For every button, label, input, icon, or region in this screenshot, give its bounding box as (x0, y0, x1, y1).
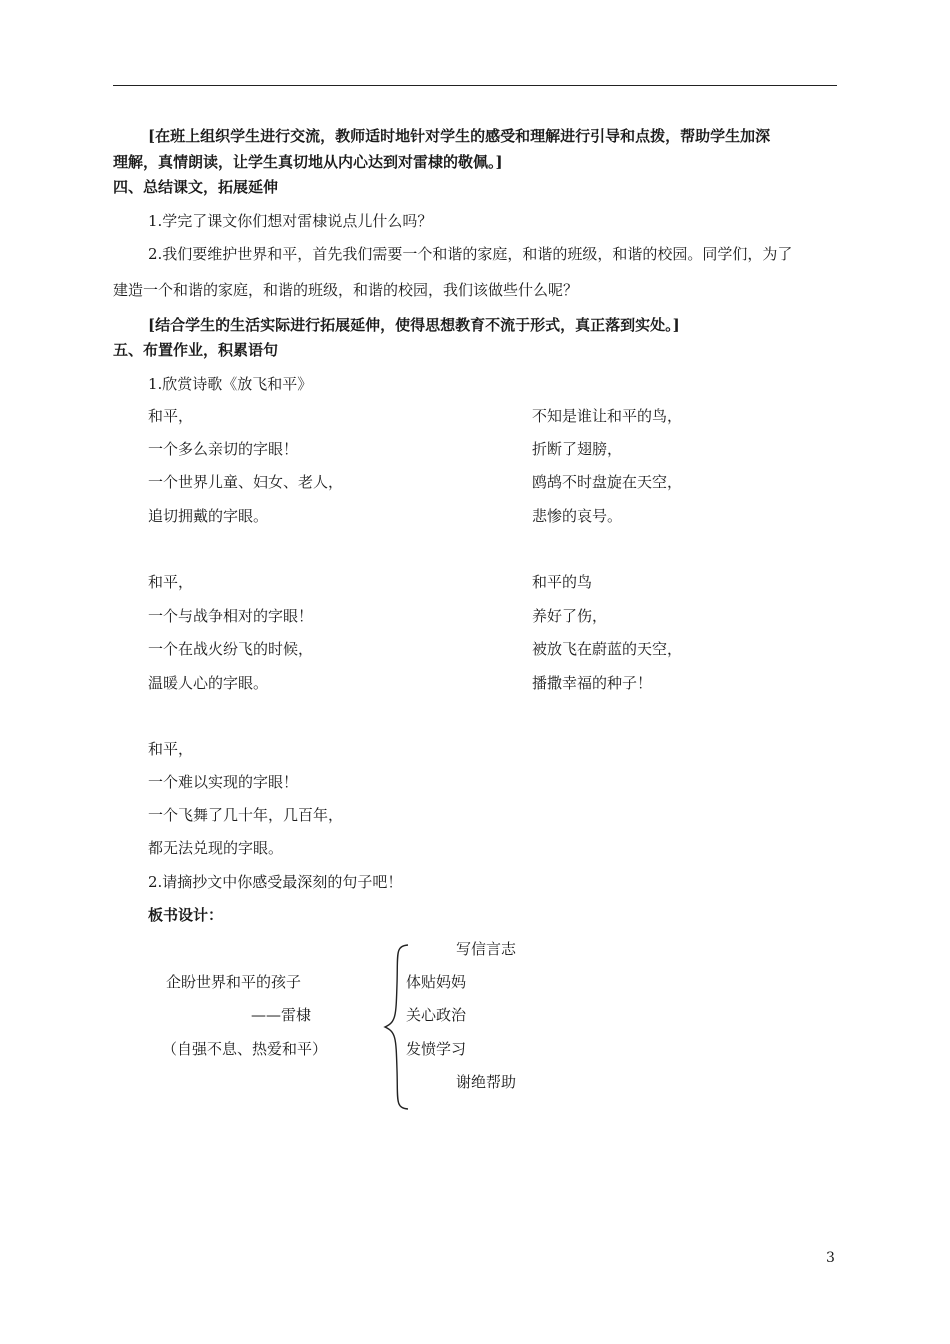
poem-right-line: 被放飞在蔚蓝的天空， (532, 640, 683, 658)
poem-left-line: 和平， (148, 740, 194, 758)
section4-item2-line1: 2.我们要维护世界和平，首先我们需要一个和谐的家庭，和谐的班级，和谐的校园。同学们，为了 (148, 245, 793, 263)
poem-left-line: 追切拥戴的字眼。 (148, 507, 269, 525)
section5-heading: 五、布置作业，积累语句 (113, 341, 279, 359)
board-heading: 板书设计： (148, 906, 224, 924)
section4-item2-line2: 建造一个和谐的家庭，和谐的班级，和谐的校园，我们该做些什么呢？ (113, 281, 579, 299)
teaching-note-line1: [在班上组织学生进行交流，教师适时地针对学生的感受和理解进行引导和点拨，帮助学生加深 (148, 127, 771, 145)
page-number: 3 (826, 1250, 835, 1266)
header-rule (113, 85, 837, 86)
board-title: 企盼世界和平的孩子 (166, 973, 302, 991)
board-author: ——雷棣 (251, 1006, 312, 1024)
poem-left-line: 和平， (148, 573, 194, 591)
poem-left-line: 一个世界儿童、妇女、老人， (148, 473, 344, 491)
poem-right-line: 养好了伤， (532, 607, 608, 625)
board-branch: 发愤学习 (406, 1040, 467, 1058)
poem-right-line: 悲惨的哀号。 (532, 507, 623, 525)
board-branch: 写信言志 (456, 940, 517, 958)
poem-right-line: 和平的鸟 (532, 573, 593, 591)
teaching-note-line2: 理解，真情朗读，让学生真切地从内心达到对雷棣的敬佩。] (113, 153, 503, 171)
poem-left-line: 一个难以实现的字眼！ (148, 773, 299, 791)
board-note: （自强不息、热爱和平） (162, 1040, 328, 1058)
section4-note: [结合学生的生活实际进行拓展延伸，使得思想教育不流于形式，真正落到实处。] (148, 316, 680, 334)
board-branch: 体贴妈妈 (406, 973, 467, 991)
board-branch: 关心政治 (406, 1006, 467, 1024)
curly-brace (380, 944, 410, 1110)
poem-left-line: 一个多么亲切的字眼！ (148, 440, 299, 458)
poem-right-line: 鸥鸪不时盘旋在天空， (532, 473, 683, 491)
poem-right-line: 播撒幸福的种子！ (532, 674, 653, 692)
poem-right-line: 不知是谁让和平的鸟， (532, 407, 683, 425)
board-branch: 谢绝帮助 (456, 1073, 517, 1091)
section4-item1: 1.学完了课文你们想对雷棣说点儿什么吗？ (148, 212, 433, 230)
section5-item2: 2.请摘抄文中你感受最深刻的句子吧！ (148, 873, 403, 891)
poem-left-line: 都无法兑现的字眼。 (148, 839, 284, 857)
poem-left-line: 和平， (148, 407, 194, 425)
section4-heading: 四、总结课文，拓展延伸 (113, 178, 279, 196)
poem-left-line: 一个飞舞了几十年，几百年， (148, 806, 344, 824)
section5-item1: 1.欣赏诗歌《放飞和平》 (148, 375, 313, 393)
poem-left-line: 温暖人心的字眼。 (148, 674, 269, 692)
poem-left-line: 一个与战争相对的字眼！ (148, 607, 314, 625)
poem-right-line: 折断了翅膀， (532, 440, 623, 458)
poem-left-line: 一个在战火纷飞的时候， (148, 640, 314, 658)
